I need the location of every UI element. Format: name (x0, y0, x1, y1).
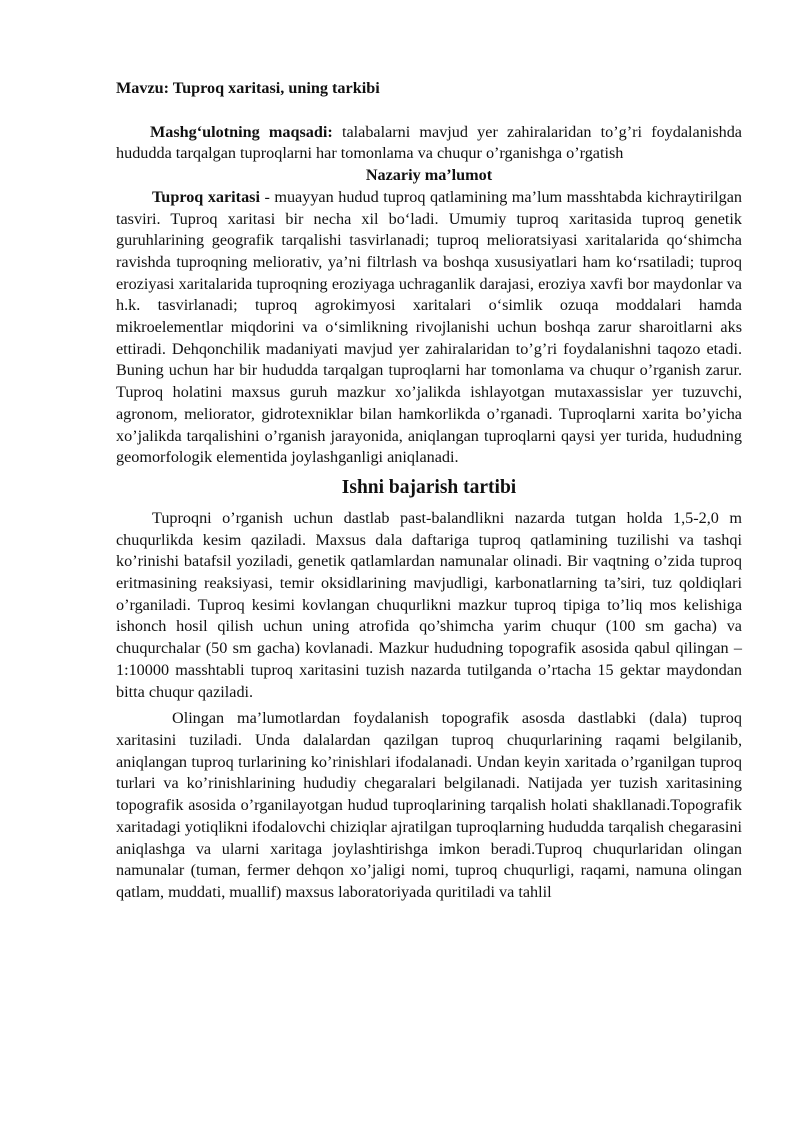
procedure-paragraph-2: Olingan ma’lumotlardan foydalanish topografik asosda dastlabki (dala) tuproq xaritasini tuziladi. Unda dalalardan qazilgan tuproq chuqurlarining raqami belgilanib, aniqlangan tuproq turlarining ko’rinishlari ifodalanadi. Undan keyin xaritada o’rganilgan tuproq turlari va ko’rinishlarining hududiy chegaralari belgilanadi. Natijada yer tuzish xaritasining topografik asosida o’rganilayotgan hudud tuproqlarining tarqalish holati shakllanadi.Topografik xaritadagi yotiqlikni ifodalovchi chiziqlar ajratilgan tuproqlarning hududda tarqalish chegarasini aniqlashga va ularni xaritaga joylashtirishga imkon beradi.Tuproq chuqurlaridan olingan namunalar (tuman, fermer dehqon xo’jaligi nomi, tuproq chuqurligi, raqami, namuna olingan qatlam, muddati, muallif) maxsus laboratoriyada quritiladi va tahlil (116, 709, 742, 901)
goal-text: talabalarni mavjud yer zahiralaridan to’g’ri foydalanishda hududda tarqalgan tuproqlarni har tomonlama va chuqur o’rganishga o’rgatish (116, 122, 742, 163)
procedure-heading: Ishni bajarish tartibi (341, 476, 517, 498)
procedure-paragraph-1: Tuproqni o’rganish uchun dastlab past-balandlikni nazarda tutgan holda 1,5-2,0 m chuqurlikda kesim qaziladi. Maxsus dala daftariga tuproq qatlamining tuzilishi va tashqi ko’rinishi batafsil yoziladi, genetik qatlamlardan namunalar olinadi. Bir vaqtning o’zida tuproq eritmasining reaksiyasi, temir oksidlarining mavjudligi, karbonatlarning ta’siri, tuz qoldiqlari o’rganiladi. Tuproq kesimi kovlangan chuqurlikni mazkur tuproq tipiga to’liq mos kelishiga ishonch hosil qilish uchun uning atrofida qo’shimcha yarim chuqur (100 sm gacha) va chuqurchalar (50 sm gacha) kovlanadi. Mazkur hududning topografik asosida qabul qilingan – 1:10000 masshtabli tuproq xaritasini tuzish nazarda tutilganda o’rtacha 15 gektar maydondan bitta chuqur qaziladi. (116, 508, 742, 701)
theory-term: Tuproq xaritasi (152, 187, 260, 206)
document-page (116, 66, 742, 904)
theory-paragraph (116, 187, 742, 469)
page-title: Mavzu: Tuproq xaritasi, uning tarkibi (116, 79, 380, 97)
goal-label: Mashg‘ulotning maqsadi: (150, 122, 333, 141)
goal-paragraph (116, 122, 742, 165)
theory-heading: Nazariy ma’lumot (365, 166, 493, 185)
theory-text: - muayyan hudud tuproq qatlamining ma’lum masshtabda kichraytirilgan tasviri. Tuproq xaritasi bir necha xil bo‘ladi. Umumiy tuproq xaritasida tuproq genetik guruhlarining geografik tarqalishi tasvirlanadi; tuproq melioratsiyasi xaritalarida qo‘shimcha ravishda tuproqning meliorativ, ya’ni filtrlash va boshqa xususiyatlari ham ko‘rsatiladi; tuproq eroziyasi xaritalarida tuproqning eroziyaga uchraganlik darajasi, eroziya xavfi bor maydonlar va h.k. tasvirlanadi; tuproq agrokimyosi xaritalari o‘simlik ozuqa moddalari hamda mikroelementlar miqdorini va o‘simlikning rivojlanishi uchun boshqa zarur sharoitlarni aks ettiradi. Dehqonchilik madaniyati mavjud yer zahiralaridan to’g’ri foydalanishni taqozo etadi. Buning uchun har bir hududda tarqalgan tuproqlarni har tomonlama va chuqur o’rganish zarur. Tuproq holatini maxsus guruh mazkur xo’jalikda ishlayotgan mutaxassislar yer tuzuvchi, agronom, meliorator, gidrotexniklar bilan hamkorlikda o’rganadi. Tuproqlarni xarita bo’yicha xo’jalikda tarqalishini o’rganish jarayonida, aniqlangan tuproqlarni qaysi yer turida, hududning geomorfologik elementida joylashganligi aniqlanadi. (116, 187, 742, 467)
